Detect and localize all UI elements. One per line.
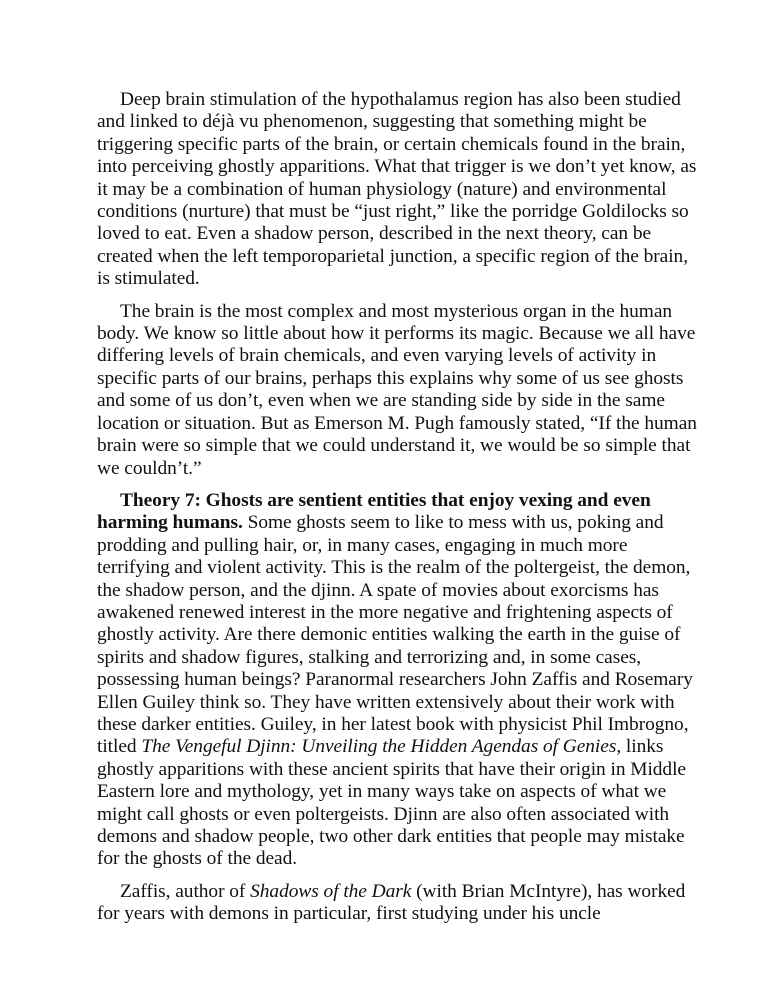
paragraph-text: , links ghostly apparitions with these ancient spirits that have their origin in Middle Eastern lore and mythology, yet in many ways take on aspects of what we might call ghosts or even poltergeists. Djinn are also often associated with demons and shadow people, two other dark entities that people may mistake for the ghosts of the dead. xyxy=(97,736,686,870)
paragraph-theory-7 xyxy=(97,490,697,871)
paragraph-zaffis xyxy=(97,881,697,926)
book-title: Shadows of the Dark xyxy=(250,880,412,902)
theory-heading: Theory 7: Ghosts are sentient entities that enjoy vexing and even harming humans. xyxy=(97,489,651,534)
paragraph-text: (with Brian McIntyre), has worked for years with demons in particular, first studying under his uncle xyxy=(97,880,686,925)
paragraph-deep-brain-stimulation xyxy=(97,89,697,291)
paragraph-brain-complex-organ xyxy=(97,301,697,480)
book-title: The Vengeful Djinn: Unveiling the Hidden Agendas of Genies xyxy=(141,736,617,758)
paragraph-text: Zaffis, author of xyxy=(120,880,251,902)
paragraph-text: The brain is the most complex and most mysterious organ in the human body. We know so little about how it performs its magic. Because we all have differing levels of brain chemicals, and even varying levels of activity in specific parts of our brains, perhaps this explains why some of us see ghosts and some of us don’t, even when we are standing side by side in the same location or situation. But as Emerson M. Pugh famously stated, “If the human brain were so simple that we could understand it, we would be so simple that we couldn’t.” xyxy=(97,300,697,479)
document-page xyxy=(97,89,697,936)
paragraph-text: Deep brain stimulation of the hypothalamus region has also been studied and linked to déjà vu phenomenon, suggesting that something might be triggering specific parts of the brain, or certain chemicals found in the brain, into perceiving ghostly apparitions. What that trigger is we don’t yet know, as it may be a combination of human physiology (nature) and environmental conditions (nurture) that must be “just right,” like the porridge Goldilocks so loved to eat. Even a shadow person, described in the next theory, can be created when the left temporoparietal junction, a specific region of the brain, is stimulated. xyxy=(97,89,697,290)
paragraph-text: Some ghosts seem to like to mess with us, poking and prodding and pulling hair, or, in many cases, engaging in much more terrifying and violent activity. This is the realm of the poltergeist, the demon, the shadow person, and the djinn. A spate of movies about exorcisms has awakened renewed interest in the more negative and frightening aspects of ghostly activity. Are there demonic entities walking the earth in the guise of spirits and shadow figures, stalking and terrorizing and, in some cases, possessing human beings? Paranormal researchers John Zaffis and Rosemary Ellen Guiley think so. They have written extensively about their work with these darker entities. Guiley, in her latest book with physicist Phil Imbrogno, titled xyxy=(97,512,693,758)
